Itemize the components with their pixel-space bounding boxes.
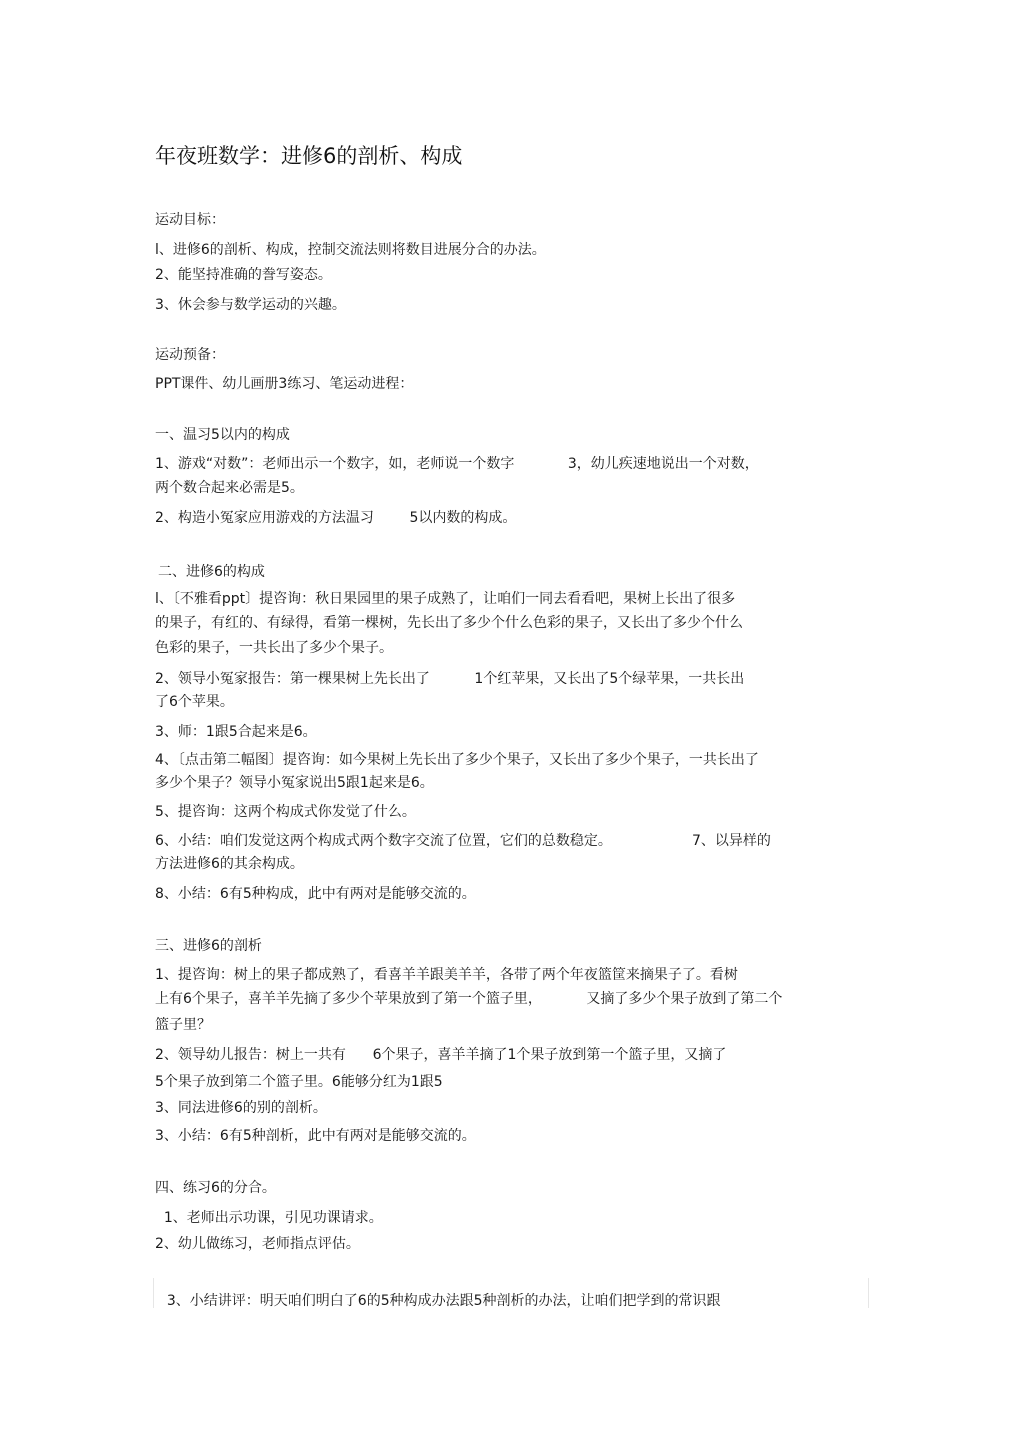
paragraph-line: 3、同法进修6的别的剖析。 bbox=[155, 1100, 327, 1116]
paragraph-line: 两个数合起来必需是5。 bbox=[155, 480, 304, 496]
goals-heading: 运动目标： bbox=[155, 212, 225, 228]
paragraph-line: 3、师：1跟5合起来是6。 bbox=[155, 724, 317, 740]
section-heading: 四、练习6的分合。 bbox=[155, 1180, 276, 1196]
paragraph-line: 8、小结：6有5种构成，此中有两对是能够交流的。 bbox=[155, 886, 476, 902]
paragraph-line: 上有6个果子，喜羊羊先摘了多少个苹果放到了第一个篮子里， 又摘了多少个果子放到了第二个 bbox=[155, 991, 783, 1007]
page-edge-right bbox=[868, 1278, 869, 1308]
paragraph-line: 5个果子放到第二个篮子里。6能够分红为1跟5 bbox=[155, 1074, 443, 1090]
goal-item: l、进修6的剖析、构成，控制交流法则将数目进展分合的办法。 bbox=[155, 242, 546, 258]
section-heading: 一、温习5以内的构成 bbox=[155, 427, 290, 443]
goal-item: 2、能坚持准确的誊写姿态。 bbox=[155, 267, 332, 283]
paragraph-line: 了6个苹果。 bbox=[155, 694, 234, 710]
paragraph-line: 多少个果子？领导小冤家说出5跟1起来是6。 bbox=[155, 775, 434, 791]
section-heading: 二、进修6的构成 bbox=[158, 564, 265, 580]
section-heading: 三、进修6的剖析 bbox=[155, 938, 262, 954]
paragraph-line: 3、小结讲评：明天咱们明白了6的5种构成办法跟5种剖析的办法，让咱们把学到的常识跟 bbox=[158, 1293, 721, 1309]
goal-item: 3、休会参与数学运动的兴趣。 bbox=[155, 297, 346, 313]
paragraph-line: 2、幼儿做练习，老师指点评估。 bbox=[155, 1236, 360, 1252]
paragraph-line: 2、构造小冤家应用游戏的方法温习 5以内数的构成。 bbox=[155, 510, 517, 526]
paragraph-line: 的果子，有红的、有绿得，看第一棵树，先长出了多少个什么色彩的果子，又长出了多少个什么 bbox=[155, 615, 743, 631]
paragraph-line: 2、领导幼儿报告：树上一共有 6个果子，喜羊羊摘了1个果子放到第一个篮子里，又摘了 bbox=[155, 1047, 727, 1063]
paragraph-line: 1、游戏“对数”：老师出示一个数字，如，老师说一个数字 3，幼儿疾速地说出一个对数， bbox=[155, 456, 759, 472]
paragraph-line: 4、〔点击第二幅图〕提咨询：如今果树上先长出了多少个果子，又长出了多少个果子，一共长出了 bbox=[155, 752, 759, 768]
paragraph-line: 1、提咨询：树上的果子都成熟了，看喜羊羊跟美羊羊，各带了两个年夜篮筐来摘果子了。看树 bbox=[155, 967, 738, 983]
prep-text: PPT课件、幼儿画册3练习、笔运动进程： bbox=[155, 376, 414, 392]
paragraph-line: 3、小结：6有5种剖析，此中有两对是能够交流的。 bbox=[155, 1128, 476, 1144]
paragraph-line: 色彩的果子，一共长出了多少个果子。 bbox=[155, 640, 393, 656]
prep-heading: 运动预备： bbox=[155, 347, 225, 363]
page-edge-left bbox=[153, 1278, 154, 1308]
paragraph-line: 篮子里？ bbox=[155, 1017, 211, 1033]
paragraph-line: 2、领导小冤家报告：第一棵果树上先长出了 1个红苹果，又长出了5个绿苹果，一共长出 bbox=[155, 671, 745, 687]
paragraph-line: 5、提咨询：这两个构成式你发觉了什么。 bbox=[155, 804, 416, 820]
paragraph-line: 方法进修6的其余构成。 bbox=[155, 856, 304, 872]
paragraph-line: 1、老师出示功课，引见功课请求。 bbox=[155, 1210, 383, 1226]
paragraph-line: 6、小结：咱们发觉这两个构成式两个数字交流了位置，它们的总数稳定。 7、以异样的 bbox=[155, 833, 771, 849]
paragraph-line: l、〔不雅看ppt〕提咨询：秋日果园里的果子成熟了，让咱们一同去看看吧，果树上长出了很多 bbox=[155, 591, 736, 607]
document-title: 年夜班数学：进修6的剖析、构成 bbox=[155, 144, 463, 168]
